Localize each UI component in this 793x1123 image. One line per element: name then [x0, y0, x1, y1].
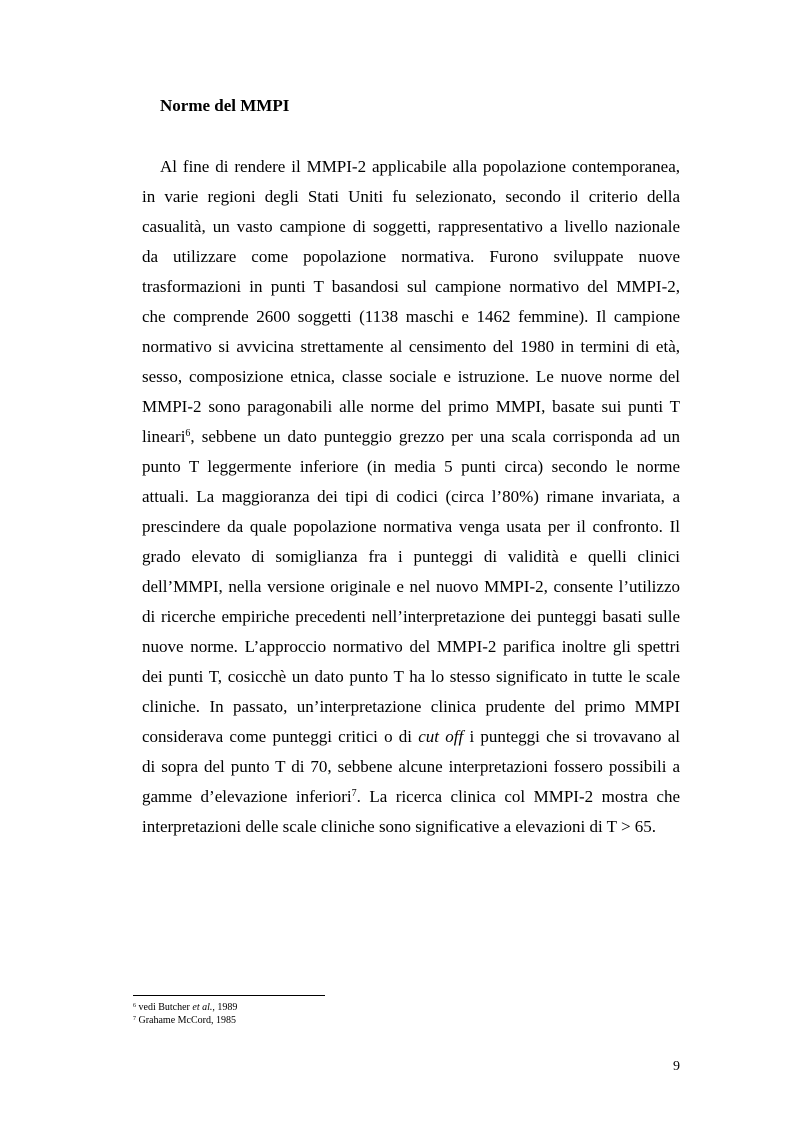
- text-line: [142, 722, 680, 752]
- text-line: [142, 782, 680, 812]
- text-segment: . La ricerca clinica col MMPI-2 mostra che: [356, 787, 680, 806]
- text-line: prescindere da quale popolazione normativa venga usata per il confronto. Il: [142, 517, 680, 536]
- text-segment: gamme d’elevazione inferiori: [142, 787, 352, 806]
- text-line: normativo si avvicina strettamente al censimento del 1980 in termini di età,: [142, 337, 680, 356]
- text-line: casualità, un vasto campione di soggetti, rappresentativo a livello nazionale: [142, 217, 680, 236]
- text-line: punto T leggermente inferiore (in media 5 punti circa) secondo le norme: [142, 457, 680, 476]
- footnote-text: , 1989: [212, 1002, 238, 1013]
- text-line: nuove norme. L’approccio normativo del MMPI-2 parifica inoltre gli spettri: [142, 637, 680, 656]
- text-segment: lineari: [142, 427, 186, 446]
- text-line: dei punti T, cosicchè un dato punto T ha lo stesso significato in tutte le scale: [142, 667, 680, 686]
- text-line: [142, 422, 680, 452]
- text-line: di ricerche empiriche precedenti nell’interpretazione dei punteggi basati sulle: [142, 607, 680, 626]
- footnote-divider: [133, 995, 325, 996]
- text-line: interpretazioni delle scale cliniche sono significative a elevazioni di T > 65.: [142, 817, 657, 836]
- text-segment: considerava come punteggi critici o di: [142, 727, 419, 746]
- text-line: Al fine di rendere il MMPI-2 applicabile alla popolazione contemporanea,: [160, 157, 680, 176]
- footnotes: [133, 1001, 237, 1027]
- body-paragraph: [142, 152, 680, 842]
- footnote-ref-6: 6: [185, 428, 191, 439]
- footnote-7: [133, 1014, 237, 1027]
- footnote-ref-7: 7: [351, 788, 357, 799]
- text-line: cliniche. In passato, un’interpretazione clinica prudente del primo MMPI: [142, 697, 680, 716]
- footnote-number: 6: [133, 1003, 136, 1009]
- text-line: sesso, composizione etnica, classe sociale e istruzione. Le nuove norme del: [142, 367, 680, 386]
- text-line: in varie regioni degli Stati Uniti fu selezionato, secondo il criterio della: [142, 187, 680, 206]
- text-line: grado elevato di somiglianza fra i punteggi di validità e quelli clinici: [142, 547, 680, 566]
- page-number: 9: [673, 1059, 680, 1074]
- text-line: trasformazioni in punti T basandosi sul campione normativo del MMPI-2,: [142, 277, 680, 296]
- text-line: MMPI-2 sono paragonabili alle norme del primo MMPI, basate sui punti T: [142, 397, 680, 416]
- footnote-6: [133, 1001, 237, 1014]
- text-line: dell’MMPI, nella versione originale e nel nuovo MMPI-2, consente l’utilizzo: [142, 577, 680, 596]
- text-line: di sopra del punto T di 70, sebbene alcune interpretazioni fossero possibili a: [142, 757, 680, 776]
- text-segment: i punteggi che si trovavano al: [463, 727, 681, 746]
- text-line: che comprende 2600 soggetti (1138 maschi e 1462 femmine). Il campione: [142, 307, 680, 326]
- text-line: attuali. La maggioranza dei tipi di codici (circa l’80%) rimane invariata, a: [142, 487, 680, 506]
- text-segment: , sebbene un dato punteggio grezzo per una scala corrisponda ad un: [190, 427, 680, 446]
- section-heading: Norme del MMPI: [160, 96, 290, 115]
- footnote-number: 7: [133, 1016, 136, 1022]
- italic-term: cut off: [418, 727, 464, 746]
- footnote-text: vedi Butcher: [136, 1002, 193, 1013]
- footnote-italic: et al.: [192, 1002, 213, 1013]
- text-line: da utilizzare come popolazione normativa. Furono sviluppate nuove: [142, 247, 680, 266]
- footnote-text: Grahame McCord, 1985: [136, 1015, 236, 1026]
